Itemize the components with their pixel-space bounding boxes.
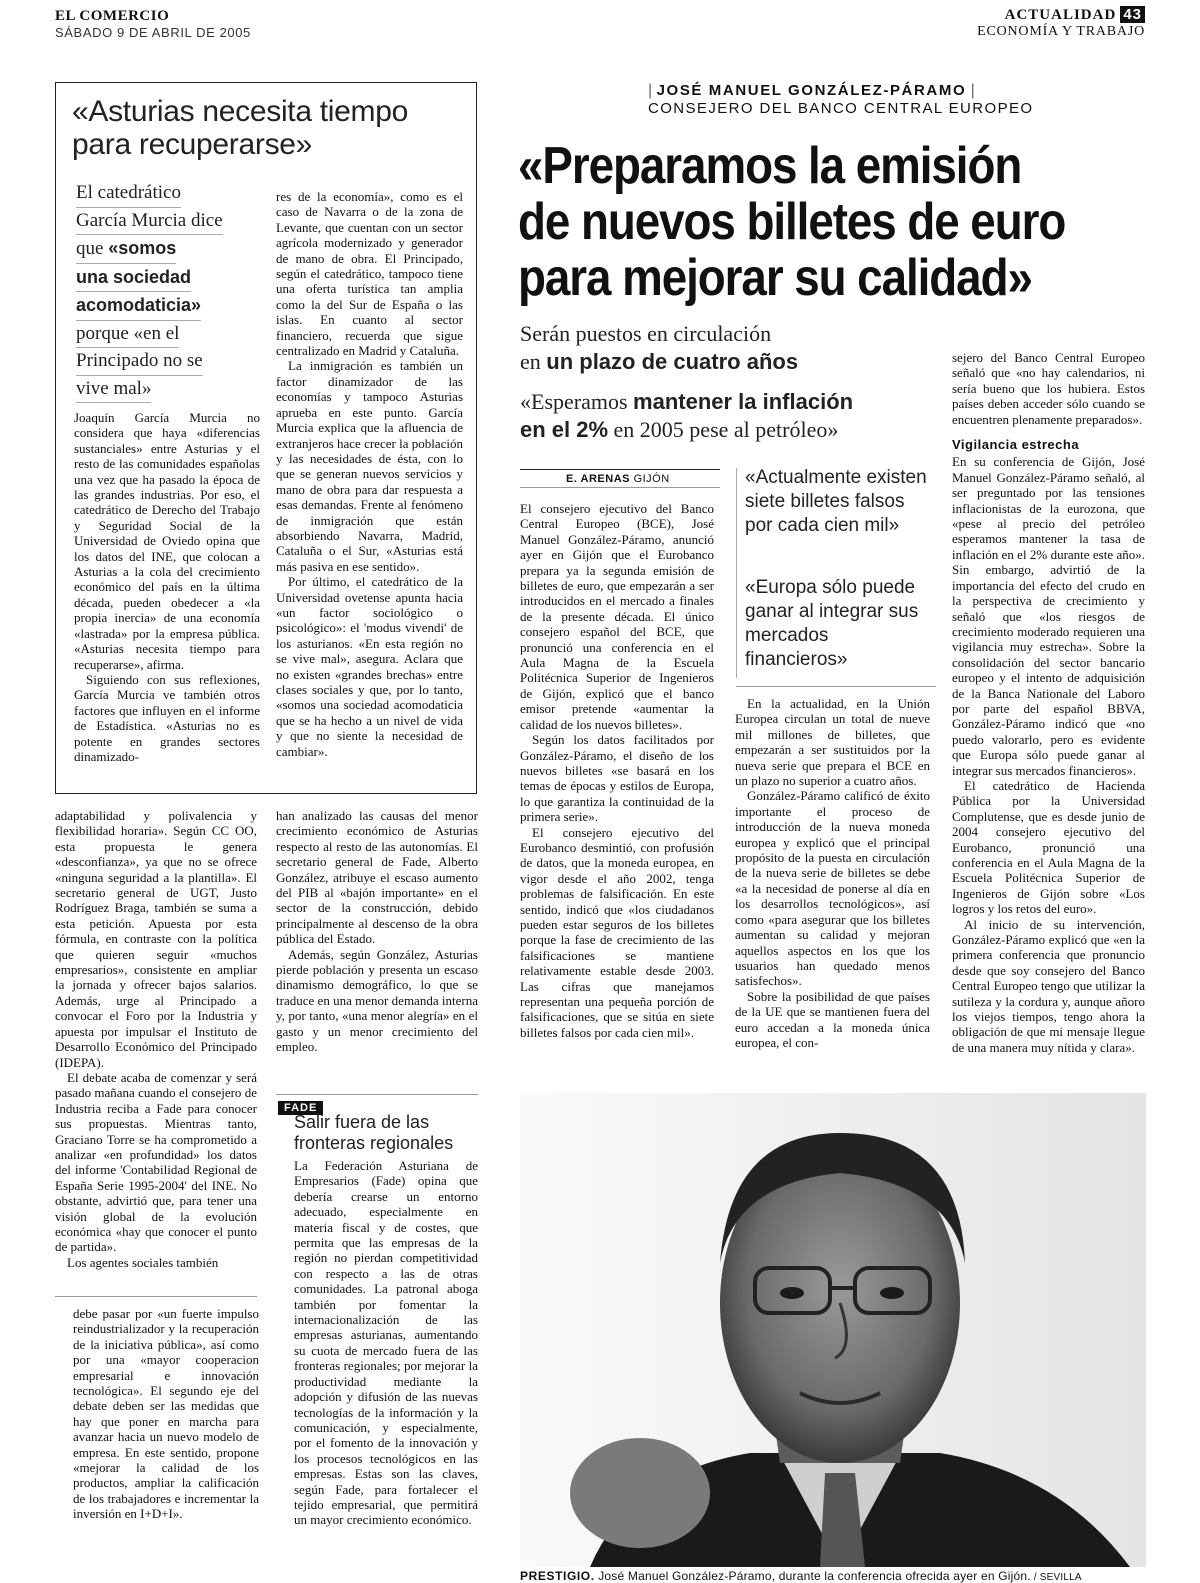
side-story-column-1: Joaquín García Murcia no considera que haya «diferencias sustanciales» entre Asturias y el resto de las comunidades españolas una vez que ha pasado la época de las grandes industrias. Por eso, el catedrático de Derecho del Trabajo y Seguridad Social de la Universidad de Oviedo opina que los datos del INE, que colocan a Asturias a la cola del crecimiento económico del país en la última década, pueden obedecer a «la propia inercia» de una economía «lastrada» por la empresa pública. «Asturias necesita tiempo para recuperarse», afirma. Siguiendo con sus reflexiones, García Murcia ve también otros factores que influyen en el informe de Estadística. «Asturias no es potente en grandes sectores dinamizado- xyxy=(74,410,260,764)
side-story-pullquote: El catedrático García Murcia dice que «somos una sociedad acomodaticia» porque «en el Principado no se vive mal» xyxy=(76,180,261,403)
kicker xyxy=(648,80,1048,117)
man-portrait-illustration xyxy=(520,1093,1146,1567)
pullquote-2: «Europa sólo puede ganar al integrar sus mercados financieros» xyxy=(745,577,919,670)
fade-tag: FADE xyxy=(278,1096,323,1115)
main-column-3: sejero del Banco Central Europeo señaló que «no hay calendarios, ni sería bueno que los hubiera. Estos países deben acceder sólo cuando se encuentren plenamente preparados». Vigilancia estrecha En su conferencia de Gijón, José Manuel González-Páramo señaló, al ser preguntado por las tensiones inflacionistas de la eurozona, que «pese al precio del petróleo esperamos mantener la tasa de inflación en el 2% durante este año». Sin embargo, advirtió de la importancia del efecto del crudo en la perspectiva de crecimiento y señaló que «los riesgos de crecimiento moderado requieren una vigilancia muy estrecha». Sobre la consolidación del sector bancario europeo y el intento de adquisición de la Banca Nationale del Laboro por parte del español BBVA, González-Páramo indicó que «no puedo valorarlo, pero es evidente que Europa sólo puede ganar al integrar sus mercados financieros». El catedrático de Hacienda Pública por la Universidad Complutense, que es desde junio de 2004 consejero ejecutivo del Eurobanco, pronunció una conferencia en el Aula Magna de la Escuela Politécnica Superior de Ingenieros de Gijón sobre «Los logros y los retos del euro». Al inicio de su intervención, González-Páramo explicó que «en la primera conferencia que pronuncio desde que soy consejero del Banco Central Europeo tengo que utilizar la sutileza y la cordura y, aunque añoro los viejos tiempos, tengo ahora la obligación de que mi mensaje llegue de una manera muy nítida y clara». xyxy=(952,350,1145,1055)
main-headline: «Preparamos la emisión de nuevos billetes de euro para mejorar su calidad» xyxy=(518,137,1066,307)
kicker-role: CONSEJERO DEL BANCO CENTRAL EUROPEO xyxy=(648,100,1034,117)
divider xyxy=(736,686,936,687)
fade-body: La Federación Asturiana de Empresarios (Fade) opina que debería crearse un entorno adecuado, especialmente en materia fiscal y de costes, que permita que las empresas de la región no pierdan competitividad con respecto a las de otras comunidades. La patronal aboga también por fomentar la internacionalización de las empresas asturianas, aumentando su cuota de mercado fuera de las fronteras regionales; por mejorar la productividad mediante la adopción y difusión de las nuevas tecnologías de la información y la comunicación, y especialmente, por el fomento de la innovación y los procesos tecnológicos en las empresas. Estas son las claves, según Fade, para fortalecer el tejido empresarial, que permitirá un mayor crecimiento económico. xyxy=(294,1158,478,1528)
masthead xyxy=(55,8,251,40)
lower-left-column-3: debe pasar por «un fuerte impulso reindustrializador y la recuperación de la iniciativa pública», así como por una «mayor cooperacion empresarial e innovación tecnológica». El segundo eje del debate deben ser las medidas que hay que poner en marcha para avanzar hacia un nuevo modelo de empresa. En este sentido, propone «mejorar la calidad de los productos, ampliar la calificación de los trabajadores e incrementar la inversión en I+D+I». xyxy=(73,1306,259,1522)
divider xyxy=(736,468,737,678)
lower-left-column-2: han analizado las causas del menor crecimiento económico de Asturias respecto al resto de las autonomías. El secretario general de Fade, Alberto González, atribuye el escaso aumento del PIB al «bajón importante» en el sector de la construcción, debido principalmente al descenso de la obra pública del Estado. Además, según González, Asturias pierde población y presenta un escaso dinamismo demográfico, lo que se traduce en una menor demanda interna y, por tanto, «una menor alegría» en el gasto y un menor crecimiento del empleo. xyxy=(276,808,478,1055)
main-column-2: En la actualidad, en la Unión Europea circulan un total de nueve mil millones de billetes, que empezarán a ser sustituidos por la nueva serie que prepara el BCE en un plazo no superior a cuatro años. González-Páramo calificó de éxito importante el proceso de introducción de la nueva moneda europea y explicó que el principal propósito de la puesta en circulación de la nueva serie de billetes se debe «a la necesidad de ponerse al día en los desarrollos tecnológicos», así como «para asegurar que los billetes aumentan su calidad y mejoran aquellos aspectos en los que los usuarios han quedado menos satisfechos». Sobre la posibilidad de que países de la UE que se mantienen fuera del euro accedan a la moneda única europea, el con- xyxy=(735,696,930,1050)
deck-2: «Esperamos mantener la inflación en el 2% en 2005 pese al petróleo» xyxy=(520,389,854,442)
fade-title: Salir fuera de las fronteras regionales xyxy=(294,1112,454,1153)
main-column-1: El consejero ejecutivo del Banco Central Europeo (BCE), José Manuel González-Páramo, anunció ayer en Gijón que el Eurobanco prepara ya la segunda emisión de billetes de euro, que empezarán a ser introducidos en el mercado a finales de la presente década. El único consejero español del BCE, que pronunció una conferencia en el Aula Magna de la Escuela Politécnica Superior de Ingenieros de Gijón, explicó que el banco emisor pretende «aumentar la calidad de los nuevos billetes». Según los datos facilitados por González-Páramo, el diseño de los nuevos billetes «se basará en los temas de épocas y estilos de Europa, lo que garantiza la continuidad de la primera serie». El consejero ejecutivo del Eurobanco desmintió, con profusión de datos, que la moneda europea, en vigor desde el año 2002, tenga problemas de falsificación. En este sentido, indicó que «los ciudadanos pueden estar seguros de los billetes porque la fase de crecimiento de las falsificaciones se mantiene relativamente estable desde 2003. Las cifras que manejamos representan una pequeña porción de falsificaciones, que se sitúa en siete billetes falsos por cada cien mil». xyxy=(520,501,714,1040)
section-header xyxy=(977,6,1145,40)
byline: E. ARENAS GIJÓN xyxy=(520,469,720,488)
subhead: Vigilancia estrecha xyxy=(952,437,1080,453)
newspaper-name: EL COMERCIO xyxy=(55,8,170,24)
portrait-photo xyxy=(520,1093,1146,1567)
kicker-name: | JOSÉ MANUEL GONZÁLEZ-PÁRAMO | xyxy=(648,82,975,99)
page-number: 43 xyxy=(1120,6,1145,23)
subsection-label: ECONOMÍA Y TRABAJO xyxy=(977,24,1145,39)
photo-caption: PRESTIGIO. José Manuel González-Páramo, durante la conferencia ofrecida ayer en Gijón. / SEVILLA xyxy=(520,1569,1082,1583)
divider xyxy=(276,1094,478,1095)
lower-left-column-1: adaptabilidad y polivalencia y flexibilidad horaria». Según CC OO, esta propuesta le genera «desconfianza», ya que no se ofrece «ninguna seguridad a la plantilla». El secretario general de UGT, Justo Rodríguez Braga, también se suma a esta petición. Apuesta por esta fórmula, en contraste con la política que quieren seguir «muchos empresarios», consistente en ampliar la jornada y ofrecer bajos salarios. Además, urge al Principado a convocar el Foro por la Industria y apuesta por impulsar el Instituto de Desarrollo Económico del Principado (IDEPA). El debate acaba de comenzar y será pasado mañana cuando el consejero de Industria reciba a Fade para conocer sus propuestas. Mientras tanto, Graciano Torre se ha comprometido a analizar «en profundidad» los datos del informe 'Contabilidad Regional de España Serie 1995-2004' del INE. No obstante, advirtió que, para tener una visión global de la evolución económica «hay que conocer el punto de partida». Los agentes sociales también xyxy=(55,808,257,1270)
section-label: ACTUALIDAD 43 xyxy=(977,6,1145,24)
deck-1: Serán puestos en circulación en un plazo de cuatro años xyxy=(520,321,799,374)
issue-date: SÁBADO 9 DE ABRIL DE 2005 xyxy=(55,25,251,40)
side-story-title: «Asturias necesita tiempo para recuperarse» xyxy=(72,95,409,161)
divider xyxy=(55,1296,257,1297)
side-story-column-2: res de la economía», como es el caso de Navarra o de la zona de Levante, que cuentan con un sector agrícola modernizado y generador de mano de obra. El Principado, según el catedrático, tampoco tiene una oferta turística tan amplia como la del Sur de España o las islas. En cuanto al sector financiero, recuerda que sigue centralizado en Madrid y Cataluña. La inmigración es también un factor dinamizador de las economías y tampoco Asturias aprueba en este punto. García Murcia explica que la afluencia de extranjeros hace crecer la población y las necesidades de ésta, con lo que se generan nuevos servicios y mano de obra para dar respuesta a esas demandas. Frente al fenómeno de inmigración que están absorbiendo Navarra, Madrid, Cataluña o el Sur, «Asturias está más pasiva en ese sentido». Por último, el catedrático de la Universidad ovetense apunta hacia «un factor sociológico o psicológico»: el 'modus vivendi' de los asturianos. «En esta región no se vive mal», asegura. Aclara que no existen «grandes brechas» entre clases sociales y que, por lo tanto, «somos una sociedad acomodaticia que se ha hecho a un nivel de vida y que no siente la necesidad de cambiar». xyxy=(276,189,463,759)
pullquote-1: «Actualmente existen siete billetes falsos por cada cien mil» xyxy=(745,467,927,536)
